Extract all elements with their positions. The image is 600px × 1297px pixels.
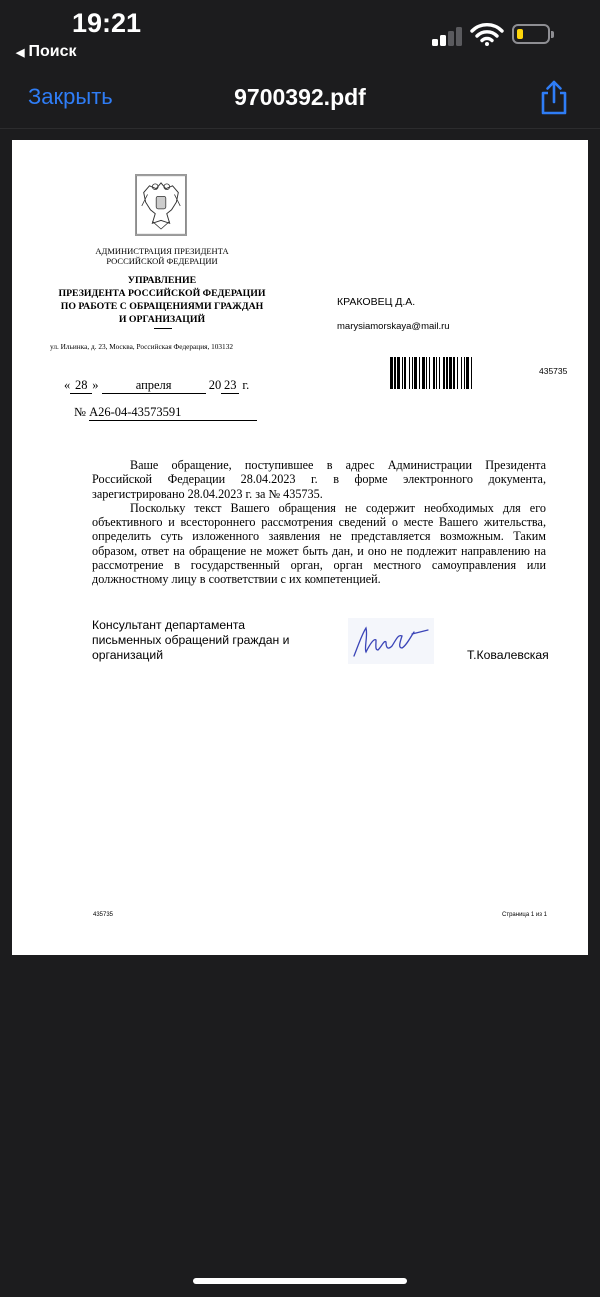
barcode-bar xyxy=(436,357,437,389)
close-button[interactable]: Закрыть xyxy=(28,84,113,109)
document-number: № А26-04-43573591 xyxy=(74,405,257,421)
nav-bar xyxy=(0,70,600,129)
home-indicator[interactable] xyxy=(193,1278,407,1284)
barcode-bar xyxy=(453,357,455,389)
back-to-app-label: Поиск xyxy=(28,43,77,60)
barcode-bar xyxy=(422,357,425,389)
barcode-bar xyxy=(412,357,413,389)
back-to-app-button[interactable] xyxy=(16,43,76,61)
footer-number: 435735 xyxy=(93,912,114,918)
barcode-bar xyxy=(464,357,465,389)
battery-icon xyxy=(512,24,550,44)
barcode-number: 435735 xyxy=(539,366,568,376)
coat-of-arms-icon xyxy=(135,174,187,236)
file-title: 9700392.pdf xyxy=(234,84,366,110)
letter-body xyxy=(92,458,546,587)
wifi-icon xyxy=(470,22,504,46)
barcode-bar xyxy=(404,357,406,389)
barcode-bar xyxy=(461,357,462,389)
barcode-bar xyxy=(409,357,410,389)
recipient-name: КРАКОВЕЦ Д.А. xyxy=(337,296,416,308)
battery-level xyxy=(517,29,523,39)
barcode-bar xyxy=(433,357,435,389)
barcode-bar xyxy=(397,357,400,389)
paragraph: Поскольку текст Вашего обращения не содержит необходимых для его объективного и всестороннего рассмотрения сведений о месте Вашего жительства, определить суть изложенного заявления не представляется возможным. Таким образом, ответ на обращение не может быть дан, и оно не подлежит направлению на рассмотрение в государственный орган, орган местного самоуправления или должностному лицу в соответствии с их компетенцией. xyxy=(92,500,546,587)
barcode-bar xyxy=(429,357,430,389)
organization-name: АДМИНИСТРАЦИЯ ПРЕЗИДЕНТА РОССИЙСКОЙ ФЕДЕРАЦИИ xyxy=(95,246,229,266)
barcode-bar xyxy=(443,357,445,389)
barcode-bar xyxy=(419,357,420,389)
barcode xyxy=(390,357,530,389)
divider xyxy=(154,328,172,329)
status-time: 19:21 xyxy=(72,8,142,38)
letter-date: « 28 » апреля 20 23 г. xyxy=(64,378,250,392)
signature-image xyxy=(348,618,434,664)
barcode-bar xyxy=(471,357,472,389)
sender-address: ул. Ильинка, д. 23, Москва, Российская Федерация, 103132 xyxy=(50,342,233,351)
barcode-bar xyxy=(449,357,452,389)
barcode-bar xyxy=(402,357,403,389)
barcode-bar xyxy=(466,357,469,389)
back-triangle-icon: ◀ xyxy=(16,47,25,59)
paragraph: Ваше обращение, поступившее в адрес Администрации Президента Российской Федерации 28.04.2023 г. в форме электронного документа, зарегистрировано 28.04.2023 г. за № 435735. xyxy=(92,458,546,501)
signer-title: Консультант департамента письменных обращений граждан и организаций xyxy=(92,618,290,662)
pdf-page xyxy=(12,140,588,955)
recipient-email: marysiamorskaya@mail.ru xyxy=(337,321,450,332)
share-icon[interactable] xyxy=(538,80,570,116)
cellular-signal-icon xyxy=(432,26,464,46)
barcode-bar xyxy=(457,357,458,389)
barcode-bar xyxy=(446,357,448,389)
barcode-bar xyxy=(394,357,396,389)
department-name: УПРАВЛЕНИЕ ПРЕЗИДЕНТА РОССИЙСКОЙ ФЕДЕРАЦИИ ПО РАБОТЕ С ОБРАЩЕНИЯМИ ГРАЖДАН И ОРГАНИЗАЦИЙ xyxy=(58,275,266,325)
page-indicator: Страница 1 из 1 xyxy=(502,912,547,918)
status-bar xyxy=(0,0,600,70)
signer-name: Т.Ковалевская xyxy=(467,648,549,662)
barcode-bar xyxy=(439,357,440,389)
barcode-bar xyxy=(426,357,427,389)
barcode-bar xyxy=(390,357,393,389)
barcode-bar xyxy=(414,357,417,389)
